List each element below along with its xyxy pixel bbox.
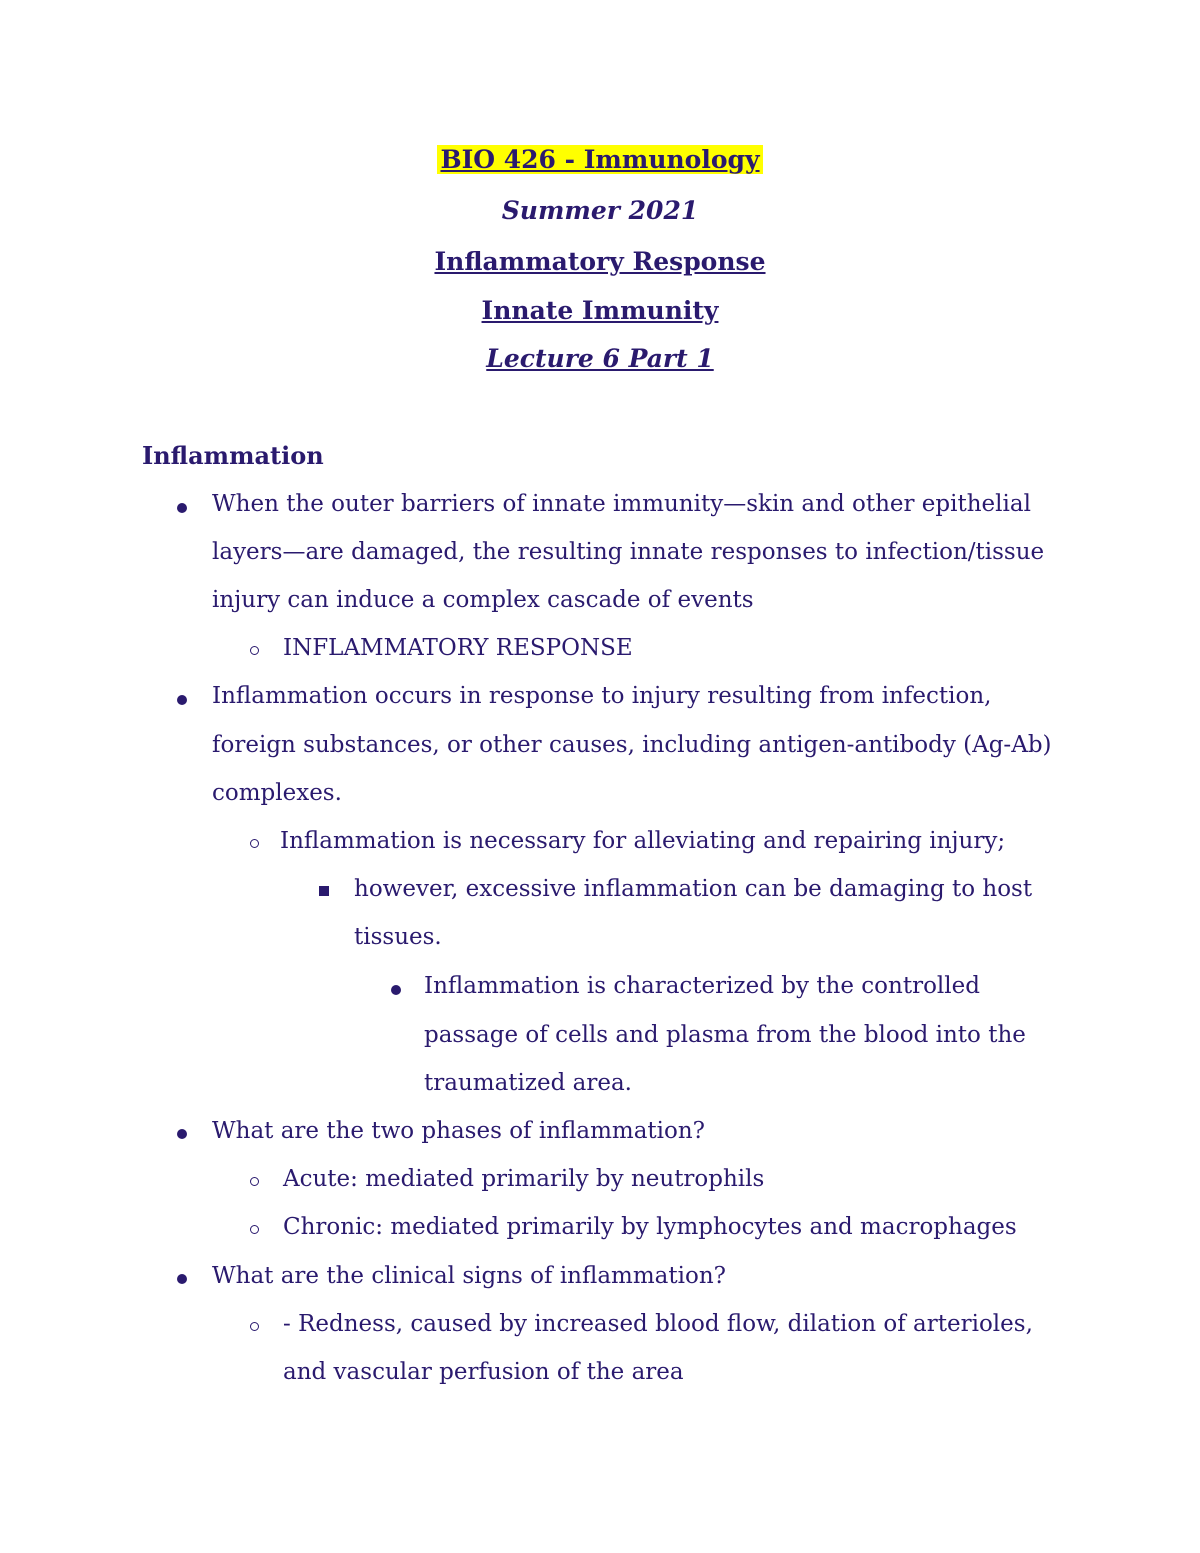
course-title-text: BIO 426 - Immunology bbox=[437, 145, 762, 174]
list-item-line: What are the two phases of inflammation? bbox=[212, 1118, 706, 1144]
term-label: Summer 2021 bbox=[501, 196, 699, 225]
list-item-line: What are the clinical signs of inflammation? bbox=[212, 1263, 726, 1289]
list-item-line: passage of cells and plasma from the blood into the bbox=[424, 1022, 1026, 1048]
list-item-line: and vascular perfusion of the area bbox=[283, 1359, 684, 1385]
list-item-line: Chronic: mediated primarily by lymphocytes and macrophages bbox=[283, 1214, 1017, 1240]
filled-circle-bullet-icon bbox=[177, 695, 187, 705]
list-item-line: INFLAMMATORY RESPONSE bbox=[283, 635, 633, 661]
list-item-line: Inflammation occurs in response to injury resulting from infection, bbox=[212, 683, 992, 709]
lecture-label: Lecture 6 Part 1 bbox=[486, 344, 714, 373]
list-item-line: complexes. bbox=[212, 780, 342, 806]
filled-circle-bullet-icon bbox=[177, 1129, 187, 1139]
list-item-line: Inflammation is necessary for alleviating and repairing injury; bbox=[280, 828, 1006, 854]
subtopic-heading: Innate Immunity bbox=[481, 296, 719, 325]
list-item-line: however, excessive inflammation can be damaging to host bbox=[354, 876, 1033, 902]
list-item-line: tissues. bbox=[354, 924, 442, 950]
list-item-line: Acute: mediated primarily by neutrophils bbox=[283, 1166, 765, 1192]
list-item-line: injury can induce a complex cascade of events bbox=[212, 587, 754, 613]
list-item-line: layers—are damaged, the resulting innate responses to infection/tissue bbox=[212, 539, 1045, 565]
hollow-circle-bullet-icon bbox=[250, 1322, 259, 1331]
hollow-circle-bullet-icon bbox=[250, 1177, 259, 1186]
list-item-line: Inflammation is characterized by the controlled bbox=[424, 973, 980, 999]
list-item-line: - Redness, caused by increased blood flow, dilation of arterioles, bbox=[283, 1311, 1033, 1337]
topic-heading: Inflammatory Response bbox=[434, 247, 766, 276]
hollow-circle-bullet-icon bbox=[250, 839, 259, 848]
list-item-line: traumatized area. bbox=[424, 1070, 632, 1096]
hollow-circle-bullet-icon bbox=[250, 646, 259, 655]
square-bullet-icon bbox=[319, 886, 329, 896]
filled-circle-bullet-icon bbox=[177, 503, 187, 513]
list-item-line: When the outer barriers of innate immunity—skin and other epithelial bbox=[212, 491, 1031, 517]
hollow-circle-bullet-icon bbox=[250, 1225, 259, 1234]
filled-circle-bullet-icon bbox=[177, 1274, 187, 1284]
filled-circle-bullet-icon bbox=[391, 985, 401, 995]
section-heading: Inflammation bbox=[142, 441, 324, 470]
list-item-line: foreign substances, or other causes, including antigen-antibody (Ag-Ab) bbox=[212, 732, 1052, 758]
course-title bbox=[0, 143, 1200, 177]
